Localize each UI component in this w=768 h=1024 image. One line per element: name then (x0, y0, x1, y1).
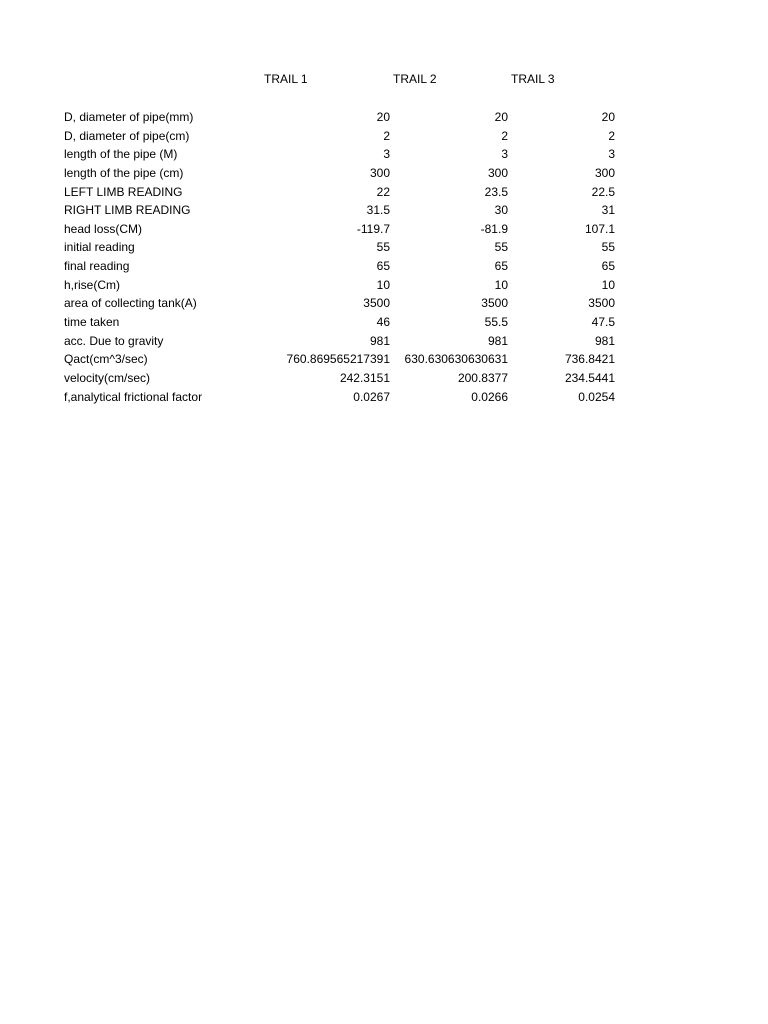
trail-2-value: 23.5 (484, 184, 508, 199)
trail-3-value: 3500 (588, 296, 615, 311)
row-label: f,analytical frictional factor (64, 389, 203, 404)
trail-2-value: 20 (494, 110, 508, 124)
row-label: length of the pipe (cm) (64, 165, 184, 180)
trail-2-value: 10 (494, 277, 508, 292)
table-row (0, 369, 768, 388)
header-trail-3: TRAIL 3 (511, 72, 555, 86)
trail-3-value: 0.0254 (578, 389, 615, 404)
header-trail-2: TRAIL 2 (393, 72, 437, 86)
row-label: time taken (64, 315, 120, 330)
trail-3-value: 47.5 (591, 315, 615, 330)
trail-2-value: 2 (501, 128, 508, 143)
trail-1-value: 2 (383, 128, 390, 143)
trail-1-value: 3 (383, 147, 390, 162)
trail-1-value: 10 (376, 277, 390, 292)
table-row (0, 145, 768, 164)
table-row (0, 238, 768, 257)
table-row (0, 127, 768, 146)
trail-2-value: 200.8377 (457, 370, 508, 385)
trail-2-value: 630.630630630631 (404, 352, 508, 367)
trail-3-value: 10 (601, 277, 615, 292)
row-label: velocity(cm/sec) (64, 370, 151, 385)
trail-1-value: 46 (376, 315, 390, 330)
trail-3-value: 234.5441 (564, 370, 615, 385)
trail-1-value: 242.3151 (339, 370, 390, 385)
trail-1-value: 300 (369, 165, 390, 180)
trail-2-value: 981 (487, 333, 508, 348)
table-row (0, 257, 768, 276)
row-label: length of the pipe (M) (64, 147, 178, 162)
trail-1-value: 20 (376, 110, 390, 124)
trail-1-value: 3500 (363, 296, 390, 311)
trail-3-value: 300 (594, 165, 615, 180)
row-label: D, diameter of pipe(mm) (64, 110, 194, 124)
trail-3-value: 55 (601, 240, 615, 255)
data-table (0, 108, 768, 406)
row-label: final reading (64, 259, 130, 274)
row-label: RIGHT LIMB READING (64, 203, 191, 218)
row-label: h,rise(Cm) (64, 277, 120, 292)
row-label: D, diameter of pipe(cm) (64, 128, 190, 143)
table-row (0, 220, 768, 239)
trail-3-value: 2 (608, 128, 615, 143)
trail-1-value: 55 (376, 240, 390, 255)
trail-2-value: 65 (494, 259, 508, 274)
trail-2-value: 3500 (481, 296, 508, 311)
table-row (0, 313, 768, 332)
trail-3-value: 22.5 (591, 184, 615, 199)
trail-3-value: 3 (608, 147, 615, 162)
trail-2-value: 55 (494, 240, 508, 255)
row-label: head loss(CM) (64, 221, 143, 236)
row-label: area of collecting tank(A) (64, 296, 197, 311)
trail-2-value: 0.0266 (471, 389, 508, 404)
table-row (0, 332, 768, 351)
trail-3-value: 31 (601, 203, 615, 218)
table-row (0, 294, 768, 313)
table-row (0, 276, 768, 295)
trail-3-value: 981 (594, 333, 615, 348)
trail-3-value: 107.1 (584, 221, 615, 236)
trail-1-value: 0.0267 (353, 389, 390, 404)
trail-2-value: 300 (487, 165, 508, 180)
table-row (0, 388, 768, 407)
table-row (0, 201, 768, 220)
trail-3-value: 736.8421 (564, 352, 615, 367)
header-trail-1: TRAIL 1 (264, 72, 308, 86)
table-row (0, 164, 768, 183)
trail-1-value: 22 (376, 184, 390, 199)
row-label: Qact(cm^3/sec) (64, 352, 148, 367)
trail-1-value: -119.7 (356, 221, 390, 236)
table-row (0, 108, 768, 127)
trail-1-value: 31.5 (366, 203, 390, 218)
row-label: acc. Due to gravity (64, 333, 164, 348)
trail-1-value: 981 (369, 333, 390, 348)
trail-1-value: 65 (376, 259, 390, 274)
table-row (0, 350, 768, 369)
trail-2-value: 3 (501, 147, 508, 162)
trail-2-value: 30 (494, 203, 508, 218)
trail-1-value: 760.869565217391 (286, 352, 390, 367)
trail-2-value: -81.9 (480, 221, 508, 236)
trail-2-value: 55.5 (484, 315, 508, 330)
table-row (0, 183, 768, 202)
trial-header-row (0, 70, 768, 88)
trail-3-value: 20 (601, 110, 615, 124)
trail-3-value: 65 (601, 259, 615, 274)
row-label: initial reading (64, 240, 135, 255)
row-label: LEFT LIMB READING (64, 184, 183, 199)
